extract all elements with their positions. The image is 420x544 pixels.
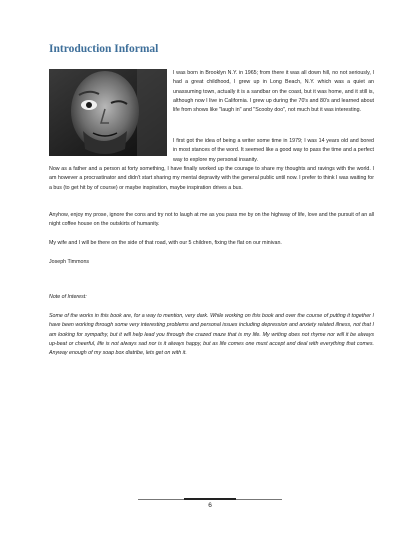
intro-paragraph-2-continued: Now as a father and a person at forty something, I have finally worked up the courage to share my thoughts and ravings with the world. I am however a procrastinator and didn't start sharing my mental depravity with the general public until now. I prefer to think I was waiting for a bus (to get hit by of course) or maybe inspiration, maybe inspiration drives a bus. [49, 166, 374, 191]
intro-paragraph-3: Anyhow, enjoy my prose, ignore the cons and try not to laugh at me as you pass me by on the highway of life, love and the pursuit of an all night coffee house on the outskirts of humanity. [49, 212, 374, 228]
author-signature: Joseph Timmons [49, 259, 90, 265]
footer-rule-accent [184, 498, 236, 500]
intro-paragraph-2: I first got the idea of being a writer some time in 1979; I was 14 years old and bored in most stances of the word. It seemed like a good way to pass the time and a perfect way to explore my personal insanity. [173, 138, 374, 163]
page-title: Introduction Informal [49, 43, 159, 55]
author-photo [49, 69, 167, 156]
note-heading: Note of Interest: [49, 294, 87, 300]
intro-paragraph-4: My wife and I will be there on the side of that road, with our 5 children, fixing the flat on our minivan. [49, 240, 282, 246]
page-number: 6 [208, 502, 212, 509]
note-paragraph: Some of the works in this book are, for a way to mention, very dark. While working on this book and over the course of putting it together I have been working through some very interesting problems and personal issues including depression and anxiety related illness, not that I am looking for sympathy, but it will help lead you through the crazed maze that is my life. My writing does not rhyme nor will it be always up-beat or cheerful, life is not always sad nor is it always happy, but as life comes one must accept and deal with everything that comes. Anyway enough of my soap box diatribe, lets get on with it. [49, 313, 374, 357]
intro-paragraph-1: I was born in Brooklyn N.Y. in 1965; from there it was all down hill, no not seriously, I had a great childhood, I grew up in Long Beach, N.Y. which was a quiet an unassuming town, actually it is a sandbar on the coast, but it was home, and it still is, although now I live in California. I grew up during the 70's and 80's and learned about life from shows like "laugh in" and "Scooby doo", not much but it was interesting. [173, 70, 374, 114]
